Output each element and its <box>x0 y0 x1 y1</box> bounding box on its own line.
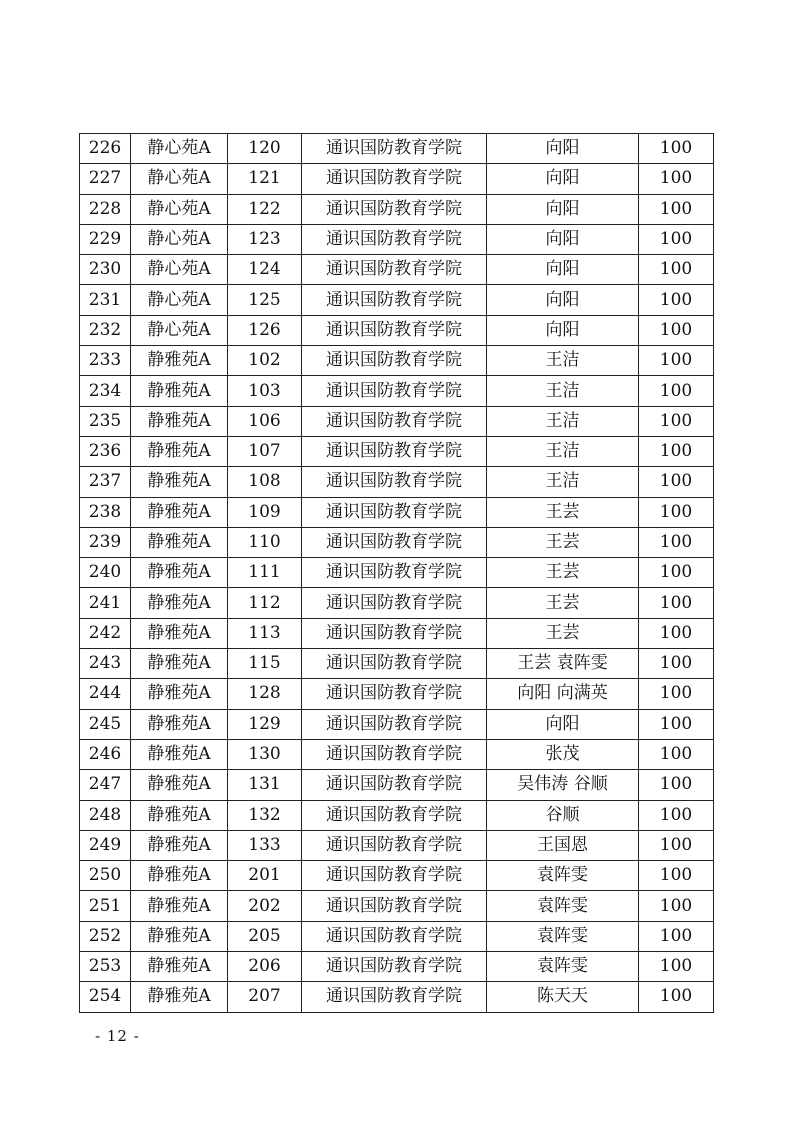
row-number-cell: 238 <box>80 497 131 527</box>
room-number-cell: 115 <box>228 649 302 679</box>
table-row <box>80 315 714 345</box>
score-cell: 100 <box>639 891 714 921</box>
table-row <box>80 467 714 497</box>
table-row <box>80 436 714 466</box>
score-cell: 100 <box>639 224 714 254</box>
table-row <box>80 194 714 224</box>
table-row <box>80 588 714 618</box>
row-number-cell: 234 <box>80 376 131 406</box>
table-row <box>80 618 714 648</box>
score-cell: 100 <box>639 649 714 679</box>
row-number-cell: 254 <box>80 982 131 1012</box>
college-cell: 通识国防教育学院 <box>302 618 487 648</box>
responsible-person-cell: 吴伟涛 谷顺 <box>487 770 639 800</box>
room-number-cell: 108 <box>228 467 302 497</box>
page-number: - 12 - <box>95 1027 140 1045</box>
score-cell: 100 <box>639 739 714 769</box>
row-number-cell: 226 <box>80 134 131 164</box>
room-number-cell: 125 <box>228 285 302 315</box>
score-cell: 100 <box>639 255 714 285</box>
responsible-person-cell: 王芸 <box>487 588 639 618</box>
responsible-person-cell: 王芸 <box>487 497 639 527</box>
responsible-person-cell: 向阳 <box>487 285 639 315</box>
college-cell: 通识国防教育学院 <box>302 830 487 860</box>
responsible-person-cell: 向阳 <box>487 709 639 739</box>
table-row <box>80 709 714 739</box>
table-row <box>80 134 714 164</box>
building-cell: 静雅苑A <box>131 467 228 497</box>
row-number-cell: 236 <box>80 436 131 466</box>
score-cell: 100 <box>639 436 714 466</box>
college-cell: 通识国防教育学院 <box>302 436 487 466</box>
college-cell: 通识国防教育学院 <box>302 921 487 951</box>
table-row <box>80 739 714 769</box>
responsible-person-cell: 王洁 <box>487 406 639 436</box>
table-row <box>80 558 714 588</box>
score-cell: 100 <box>639 952 714 982</box>
table-row <box>80 921 714 951</box>
room-number-cell: 122 <box>228 194 302 224</box>
building-cell: 静心苑A <box>131 164 228 194</box>
building-cell: 静雅苑A <box>131 346 228 376</box>
row-number-cell: 242 <box>80 618 131 648</box>
room-number-cell: 129 <box>228 709 302 739</box>
table-row <box>80 679 714 709</box>
college-cell: 通识国防教育学院 <box>302 982 487 1012</box>
building-cell: 静雅苑A <box>131 618 228 648</box>
room-number-cell: 102 <box>228 346 302 376</box>
responsible-person-cell: 向阳 <box>487 134 639 164</box>
building-cell: 静雅苑A <box>131 679 228 709</box>
row-number-cell: 247 <box>80 770 131 800</box>
college-cell: 通识国防教育学院 <box>302 406 487 436</box>
row-number-cell: 250 <box>80 861 131 891</box>
building-cell: 静雅苑A <box>131 436 228 466</box>
college-cell: 通识国防教育学院 <box>302 891 487 921</box>
responsible-person-cell: 王芸 <box>487 527 639 557</box>
room-number-cell: 103 <box>228 376 302 406</box>
score-cell: 100 <box>639 800 714 830</box>
responsible-person-cell: 王洁 <box>487 346 639 376</box>
responsible-person-cell: 王洁 <box>487 436 639 466</box>
score-cell: 100 <box>639 285 714 315</box>
dormitory-score-table <box>79 133 714 1013</box>
college-cell: 通识国防教育学院 <box>302 770 487 800</box>
college-cell: 通识国防教育学院 <box>302 952 487 982</box>
table-row <box>80 346 714 376</box>
row-number-cell: 227 <box>80 164 131 194</box>
score-cell: 100 <box>639 406 714 436</box>
room-number-cell: 109 <box>228 497 302 527</box>
row-number-cell: 244 <box>80 679 131 709</box>
building-cell: 静雅苑A <box>131 830 228 860</box>
row-number-cell: 232 <box>80 315 131 345</box>
row-number-cell: 243 <box>80 649 131 679</box>
room-number-cell: 106 <box>228 406 302 436</box>
row-number-cell: 241 <box>80 588 131 618</box>
row-number-cell: 239 <box>80 527 131 557</box>
table-row <box>80 285 714 315</box>
row-number-cell: 235 <box>80 406 131 436</box>
room-number-cell: 123 <box>228 224 302 254</box>
building-cell: 静雅苑A <box>131 739 228 769</box>
score-cell: 100 <box>639 194 714 224</box>
score-cell: 100 <box>639 376 714 406</box>
score-cell: 100 <box>639 679 714 709</box>
score-cell: 100 <box>639 618 714 648</box>
college-cell: 通识国防教育学院 <box>302 709 487 739</box>
college-cell: 通识国防教育学院 <box>302 527 487 557</box>
college-cell: 通识国防教育学院 <box>302 285 487 315</box>
responsible-person-cell: 王芸 <box>487 558 639 588</box>
building-cell: 静心苑A <box>131 224 228 254</box>
score-cell: 100 <box>639 921 714 951</box>
score-cell: 100 <box>639 134 714 164</box>
building-cell: 静雅苑A <box>131 558 228 588</box>
college-cell: 通识国防教育学院 <box>302 679 487 709</box>
room-number-cell: 202 <box>228 891 302 921</box>
college-cell: 通识国防教育学院 <box>302 134 487 164</box>
score-cell: 100 <box>639 315 714 345</box>
building-cell: 静雅苑A <box>131 861 228 891</box>
building-cell: 静雅苑A <box>131 588 228 618</box>
college-cell: 通识国防教育学院 <box>302 497 487 527</box>
college-cell: 通识国防教育学院 <box>302 467 487 497</box>
row-number-cell: 240 <box>80 558 131 588</box>
table-row <box>80 527 714 557</box>
college-cell: 通识国防教育学院 <box>302 315 487 345</box>
score-cell: 100 <box>639 982 714 1012</box>
table-row <box>80 952 714 982</box>
table-row <box>80 497 714 527</box>
college-cell: 通识国防教育学院 <box>302 649 487 679</box>
responsible-person-cell: 陈天天 <box>487 982 639 1012</box>
college-cell: 通识国防教育学院 <box>302 739 487 769</box>
building-cell: 静雅苑A <box>131 952 228 982</box>
room-number-cell: 201 <box>228 861 302 891</box>
building-cell: 静雅苑A <box>131 800 228 830</box>
table-row <box>80 255 714 285</box>
table-row <box>80 770 714 800</box>
row-number-cell: 253 <box>80 952 131 982</box>
row-number-cell: 248 <box>80 800 131 830</box>
room-number-cell: 112 <box>228 588 302 618</box>
college-cell: 通识国防教育学院 <box>302 255 487 285</box>
room-number-cell: 205 <box>228 921 302 951</box>
responsible-person-cell: 王芸 袁阵雯 <box>487 649 639 679</box>
score-cell: 100 <box>639 164 714 194</box>
table-body <box>80 134 714 1013</box>
responsible-person-cell: 王芸 <box>487 618 639 648</box>
row-number-cell: 228 <box>80 194 131 224</box>
room-number-cell: 128 <box>228 679 302 709</box>
college-cell: 通识国防教育学院 <box>302 861 487 891</box>
score-cell: 100 <box>639 467 714 497</box>
responsible-person-cell: 王国恩 <box>487 830 639 860</box>
room-number-cell: 120 <box>228 134 302 164</box>
responsible-person-cell: 张茂 <box>487 739 639 769</box>
responsible-person-cell: 向阳 <box>487 164 639 194</box>
table-row <box>80 376 714 406</box>
row-number-cell: 246 <box>80 739 131 769</box>
college-cell: 通识国防教育学院 <box>302 224 487 254</box>
table-row <box>80 649 714 679</box>
college-cell: 通识国防教育学院 <box>302 194 487 224</box>
responsible-person-cell: 向阳 <box>487 194 639 224</box>
row-number-cell: 229 <box>80 224 131 254</box>
room-number-cell: 121 <box>228 164 302 194</box>
responsible-person-cell: 王洁 <box>487 467 639 497</box>
college-cell: 通识国防教育学院 <box>302 558 487 588</box>
building-cell: 静雅苑A <box>131 649 228 679</box>
table-row <box>80 800 714 830</box>
building-cell: 静雅苑A <box>131 891 228 921</box>
building-cell: 静心苑A <box>131 194 228 224</box>
table-row <box>80 406 714 436</box>
building-cell: 静雅苑A <box>131 376 228 406</box>
building-cell: 静雅苑A <box>131 709 228 739</box>
responsible-person-cell: 谷顺 <box>487 800 639 830</box>
building-cell: 静雅苑A <box>131 406 228 436</box>
table-row <box>80 224 714 254</box>
room-number-cell: 126 <box>228 315 302 345</box>
table-row <box>80 164 714 194</box>
row-number-cell: 249 <box>80 830 131 860</box>
responsible-person-cell: 袁阵雯 <box>487 861 639 891</box>
score-cell: 100 <box>639 830 714 860</box>
room-number-cell: 206 <box>228 952 302 982</box>
table-row <box>80 861 714 891</box>
row-number-cell: 233 <box>80 346 131 376</box>
room-number-cell: 111 <box>228 558 302 588</box>
row-number-cell: 252 <box>80 921 131 951</box>
score-cell: 100 <box>639 709 714 739</box>
room-number-cell: 132 <box>228 800 302 830</box>
score-cell: 100 <box>639 861 714 891</box>
building-cell: 静雅苑A <box>131 527 228 557</box>
building-cell: 静心苑A <box>131 134 228 164</box>
score-cell: 100 <box>639 770 714 800</box>
row-number-cell: 231 <box>80 285 131 315</box>
room-number-cell: 207 <box>228 982 302 1012</box>
college-cell: 通识国防教育学院 <box>302 800 487 830</box>
responsible-person-cell: 向阳 <box>487 315 639 345</box>
score-cell: 100 <box>639 558 714 588</box>
college-cell: 通识国防教育学院 <box>302 376 487 406</box>
table-row <box>80 891 714 921</box>
college-cell: 通识国防教育学院 <box>302 346 487 376</box>
responsible-person-cell: 向阳 <box>487 255 639 285</box>
room-number-cell: 131 <box>228 770 302 800</box>
room-number-cell: 124 <box>228 255 302 285</box>
responsible-person-cell: 袁阵雯 <box>487 891 639 921</box>
building-cell: 静雅苑A <box>131 982 228 1012</box>
room-number-cell: 113 <box>228 618 302 648</box>
row-number-cell: 237 <box>80 467 131 497</box>
room-number-cell: 107 <box>228 436 302 466</box>
score-cell: 100 <box>639 527 714 557</box>
score-cell: 100 <box>639 497 714 527</box>
building-cell: 静心苑A <box>131 315 228 345</box>
room-number-cell: 130 <box>228 739 302 769</box>
responsible-person-cell: 向阳 <box>487 224 639 254</box>
room-number-cell: 133 <box>228 830 302 860</box>
row-number-cell: 251 <box>80 891 131 921</box>
building-cell: 静雅苑A <box>131 770 228 800</box>
building-cell: 静心苑A <box>131 255 228 285</box>
building-cell: 静雅苑A <box>131 921 228 951</box>
table-row <box>80 982 714 1012</box>
table-row <box>80 830 714 860</box>
score-cell: 100 <box>639 588 714 618</box>
responsible-person-cell: 袁阵雯 <box>487 921 639 951</box>
responsible-person-cell: 袁阵雯 <box>487 952 639 982</box>
row-number-cell: 230 <box>80 255 131 285</box>
building-cell: 静雅苑A <box>131 497 228 527</box>
responsible-person-cell: 向阳 向满英 <box>487 679 639 709</box>
room-number-cell: 110 <box>228 527 302 557</box>
college-cell: 通识国防教育学院 <box>302 588 487 618</box>
responsible-person-cell: 王洁 <box>487 376 639 406</box>
score-cell: 100 <box>639 346 714 376</box>
college-cell: 通识国防教育学院 <box>302 164 487 194</box>
building-cell: 静心苑A <box>131 285 228 315</box>
row-number-cell: 245 <box>80 709 131 739</box>
